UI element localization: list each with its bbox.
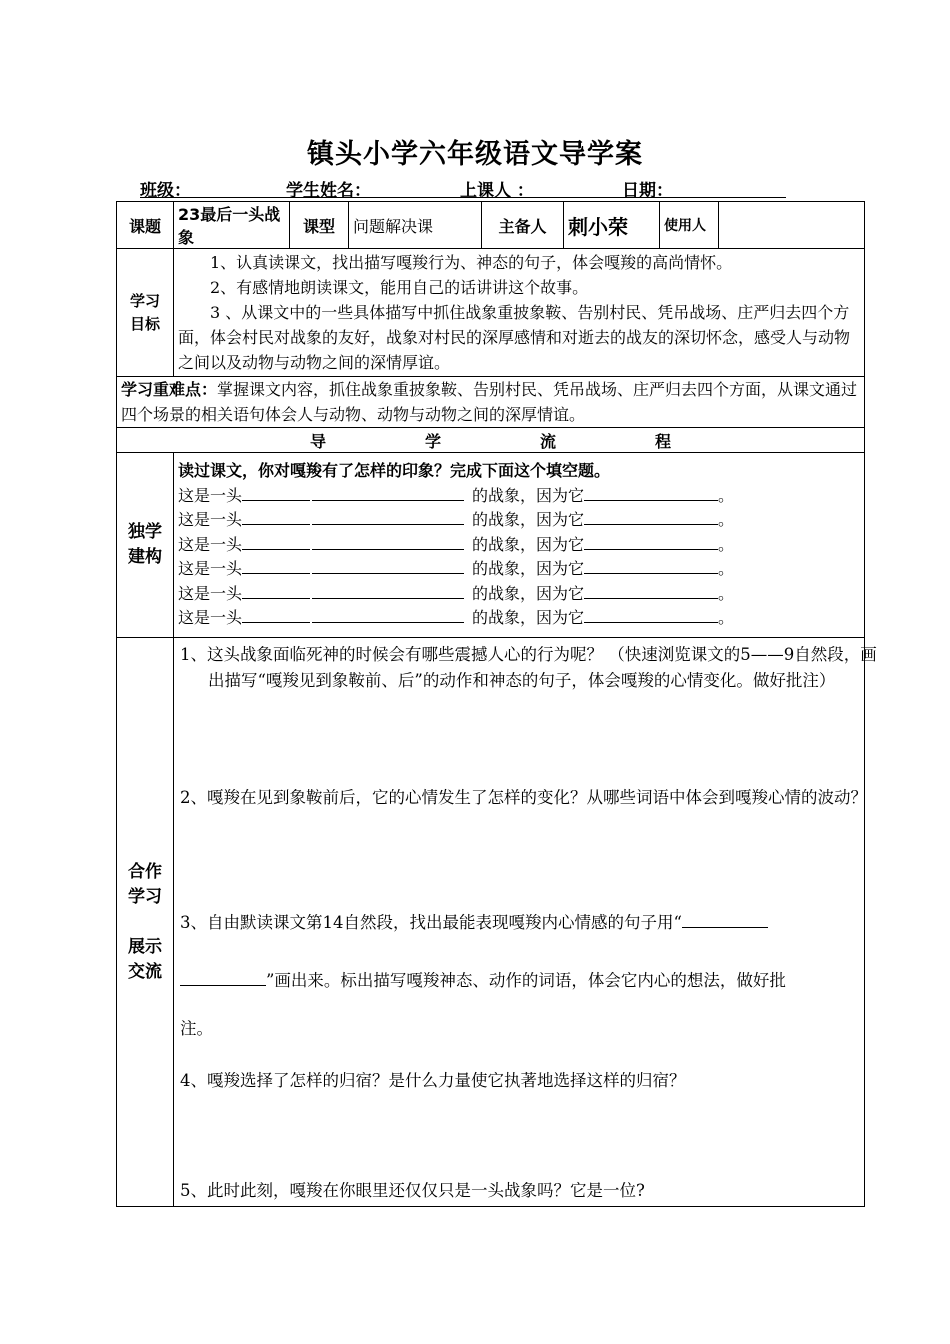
goals-row [117,249,865,377]
fill-blank-line: 这是一头 的战象，因为它 。 [178,510,735,530]
fill-blank-line: 这是一头 的战象，因为它 。 [178,559,735,579]
key-points-text: 掌握课文内容，抓住战象重披象鞍、告别村民、凭吊战场、庄严归去四个方面，从课文通过四个场景的相关语句体会人与动物、动物与动物之间的深厚情谊。 [121,380,858,424]
question-2: 2、嘎羧在见到象鞍前后，它的心情发生了怎样的变化？从哪些词语中体会到嘎羧心情的波动？ [180,788,867,807]
fill-blank-line: 这是一头 的战象，因为它 。 [178,583,735,603]
header-row [117,202,865,249]
cooperative-label: 合作 学习 展示 交流 [117,638,174,1207]
flow-row [117,428,865,453]
fill-blank-line: 这是一头 的战象，因为它 。 [178,534,735,554]
self-study-label: 独学 建构 [117,453,174,638]
cooperative-row [117,638,865,1207]
cooperative-content [174,638,877,1207]
key-points-label: 学习重难点： [121,380,218,399]
student-name-label: 学生姓名： [286,181,371,201]
type-value: 问题解决课 [349,202,482,249]
question-3-line3: 注。 [180,1019,213,1038]
topic-value: 23最后一头战象 [174,202,290,249]
self-study-content [174,453,865,638]
user-value [719,202,865,249]
goal-item: 1、认真读课文，找出描写嘎羧行为、神态的句子，体会嘎羧的高尚情怀。 [210,253,733,272]
key-points [117,377,865,428]
question-4: 4、嘎羧选择了怎样的归宿？是什么力量使它执著地选择这样的归宿？ [180,1071,686,1090]
self-study-question: 读过课文，你对嘎羧有了怎样的印象？完成下面这个填空题。 [178,461,611,481]
fill-blank-line: 这是一头 的战象，因为它 。 [178,608,735,628]
preparer-label: 主备人 [482,202,564,249]
info-underline [140,197,786,198]
goals-content [174,249,865,377]
goal-item: 3 、从课文中的一些具体描写中抓住战象重披象鞍、告别村民、凭吊战场、庄严归去四个方面，体会村民对战象的友好，战象对村民的深厚感情和对逝去的战友的深切怀念，感受人与动物之间以及动物与动物之间的深情厚谊。 [178,303,851,372]
question-3-line2: ”画出来。标出描写嘎羧神态、动作的词语，体会它内心的想法，做好批 [180,968,854,994]
goals-label: 学习 目标 [117,249,174,377]
preparer-value: 刺小荣 [564,202,660,249]
type-label: 课型 [290,202,349,249]
teacher-label: 上课人 ： [460,181,534,201]
goal-item: 2、有感情地朗读课文，能用自己的话讲讲这个故事。 [210,278,589,297]
fill-blank-line: 这是一头 的战象，因为它 。 [178,485,735,505]
key-points-row [117,377,865,428]
topic-label: 课题 [117,202,174,249]
lesson-plan-table [116,201,877,1207]
class-label: 班级： [140,181,191,201]
question-3-line1: 3、自由默读课文第14自然段，找出最能表现嘎羧内心情感的句子用“ [180,910,854,936]
question-1: 1、这头战象面临死神的时候会有哪些震撼人心的行为呢？ （快速浏览课文的5——9自然段，画出描写“嘎羧见到象鞍前、后”的动作和神态的句子，体会嘎羧的心情变化。做好批注） [180,645,877,690]
user-label: 使用人 [660,202,719,249]
question-5: 5、此时此刻，嘎羧在你眼里还仅仅只是一头战象吗？它是一位? [180,1181,645,1200]
flow-heading: 导 学 流 程 [117,428,865,453]
date-label: 日期： [622,181,673,201]
self-study-row [117,453,865,638]
page-title: 镇头小学六年级语文导学案 [307,139,643,170]
